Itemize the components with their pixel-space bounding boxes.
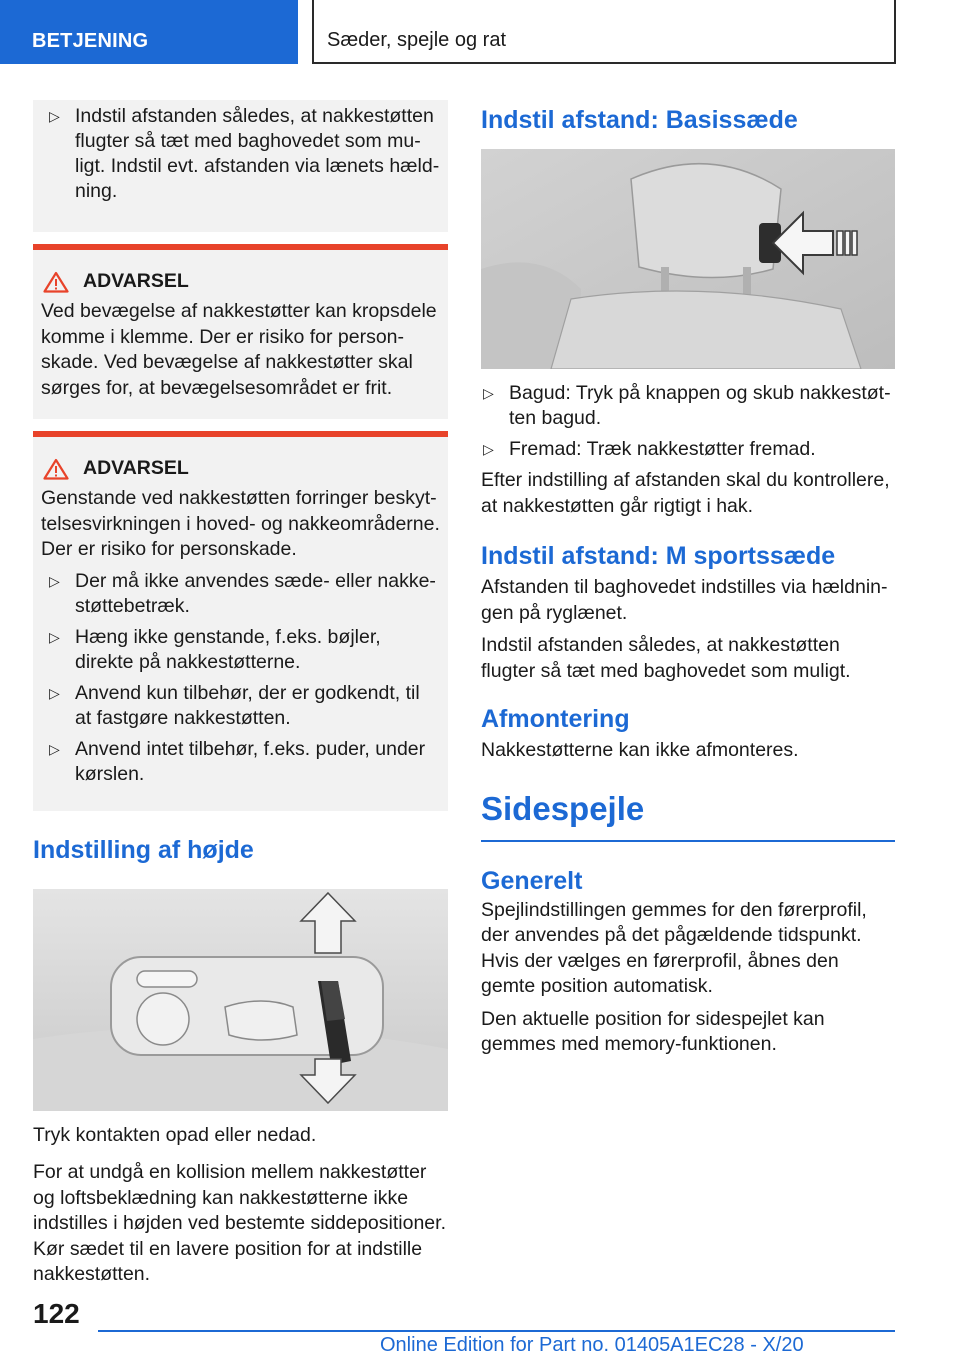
basis-text: Efter indstilling af afstanden skal du kontrollere, at nakkestøtten går rigtigt i hak. [481, 469, 890, 517]
triangle-right-icon: ▷ [483, 441, 494, 457]
warning-text: Genstande ved nakkestøtten forringer beskyttelsesvirkningen i hoved- og nakkeområderne. Der er risiko for personskade. [41, 487, 440, 560]
list-item: ▷ Fremad: Træk nakkestøtter fremad. [483, 438, 816, 460]
triangle-right-icon: ▷ [49, 572, 60, 589]
section-title: BETJENING [32, 30, 149, 52]
sport-text-2: Indstil afstanden således, at nakkestøtten flugter så tæt med baghovedet som muligt. [481, 634, 851, 682]
height-heading: Indstilling af højde [33, 835, 254, 864]
list-item: ▷ Bagud: Tryk på knappen og skub nakkestøtten bagud. [483, 382, 891, 429]
list-item: ▷ Hæng ikke genstande, f.eks. bøjler, direkte på nakkestøtterne. [49, 625, 381, 673]
triangle-right-icon: ▷ [49, 684, 60, 701]
list-item: ▷ Anvend kun tilbehør, der er godkendt, til at fastgøre nakkestøtten. [49, 681, 420, 729]
mirror-heading: Sidespejle [481, 789, 645, 827]
seat-switch-photo [33, 889, 448, 1111]
height-text-2: For at undgå en kollision mellem nakkestøtter og loftsbeklædning kan nakkestøtterne ikke indstilles i højden ved bestemte siddepositioner. Kør sædet til en lavere position for at indstille nakkestøtten. [33, 1161, 446, 1285]
general-text-1: Spejlindstillingen gemmes for den førerprofil, der anvendes på det pågældende tidspunkt. Hvis der vælges en førerprofil, åbnes den gemte position automatisk. [481, 898, 867, 997]
section-divider [481, 840, 895, 842]
list-item: ▷ Indstil afstanden således, at nakkestøtten flugter så tæt med baghovedet som muligt. Indstil evt. afstanden via lænets hældning. [49, 105, 440, 202]
right-column [481, 100, 895, 1065]
warning-text: Ved bevægelse af nakkestøtter kan kropsdele komme i klemme. Der er risiko for personskade. Ved bevægelse af nakkestøtter skal sørges for, at bevægelsesområdet er frit. [41, 300, 437, 399]
warning-box-2 [33, 431, 448, 811]
warning-title: ADVARSEL [83, 457, 189, 479]
warning-triangle-icon [43, 458, 69, 480]
section-tab [0, 0, 298, 64]
general-text-2: Den aktuelle position for sidespejlet kan gemmes med memory-funktionen. [481, 1007, 825, 1055]
headrest-photo [481, 149, 895, 369]
headrest-illustration [481, 149, 895, 369]
afmontering-text: Nakkestøtterne kan ikke afmonteres. [481, 739, 799, 761]
basis-heading: Indstil afstand: Basissæde [481, 106, 798, 134]
triangle-right-icon: ▷ [49, 628, 60, 645]
chapter-title: Sæder, spejle og rat [327, 29, 506, 51]
list-item: ▷ Der må ikke anvendes sæde- eller nakkestøttebetræk. [49, 569, 436, 617]
warning-box-1 [33, 244, 448, 419]
footer-edition: Online Edition for Part no. 01405A1EC28 - X/20 [380, 1334, 804, 1356]
list-item: ▷ Anvend intet tilbehør, f.eks. puder, under kørslen. [49, 737, 426, 785]
sport-text-1: Afstanden til baghovedet indstilles via hældningen på ryglænet. [481, 576, 888, 624]
left-column [33, 100, 448, 1295]
height-text-1: Tryk kontakten opad eller nedad. [33, 1123, 317, 1146]
seat-switch-illustration [33, 889, 448, 1111]
triangle-right-icon: ▷ [49, 740, 60, 757]
intro-box [33, 100, 448, 232]
page-number: 122 [33, 1298, 80, 1329]
general-heading: Generelt [481, 866, 583, 895]
footer-divider [98, 1330, 895, 1332]
afmontering-heading: Afmontering [481, 705, 630, 733]
warning-triangle-icon [43, 271, 69, 293]
chapter-tab [312, 0, 896, 64]
sport-heading: Indstil afstand: M sportssæde [481, 542, 836, 570]
triangle-right-icon: ▷ [483, 385, 494, 401]
warning-title: ADVARSEL [83, 270, 189, 292]
triangle-right-icon: ▷ [49, 108, 60, 124]
